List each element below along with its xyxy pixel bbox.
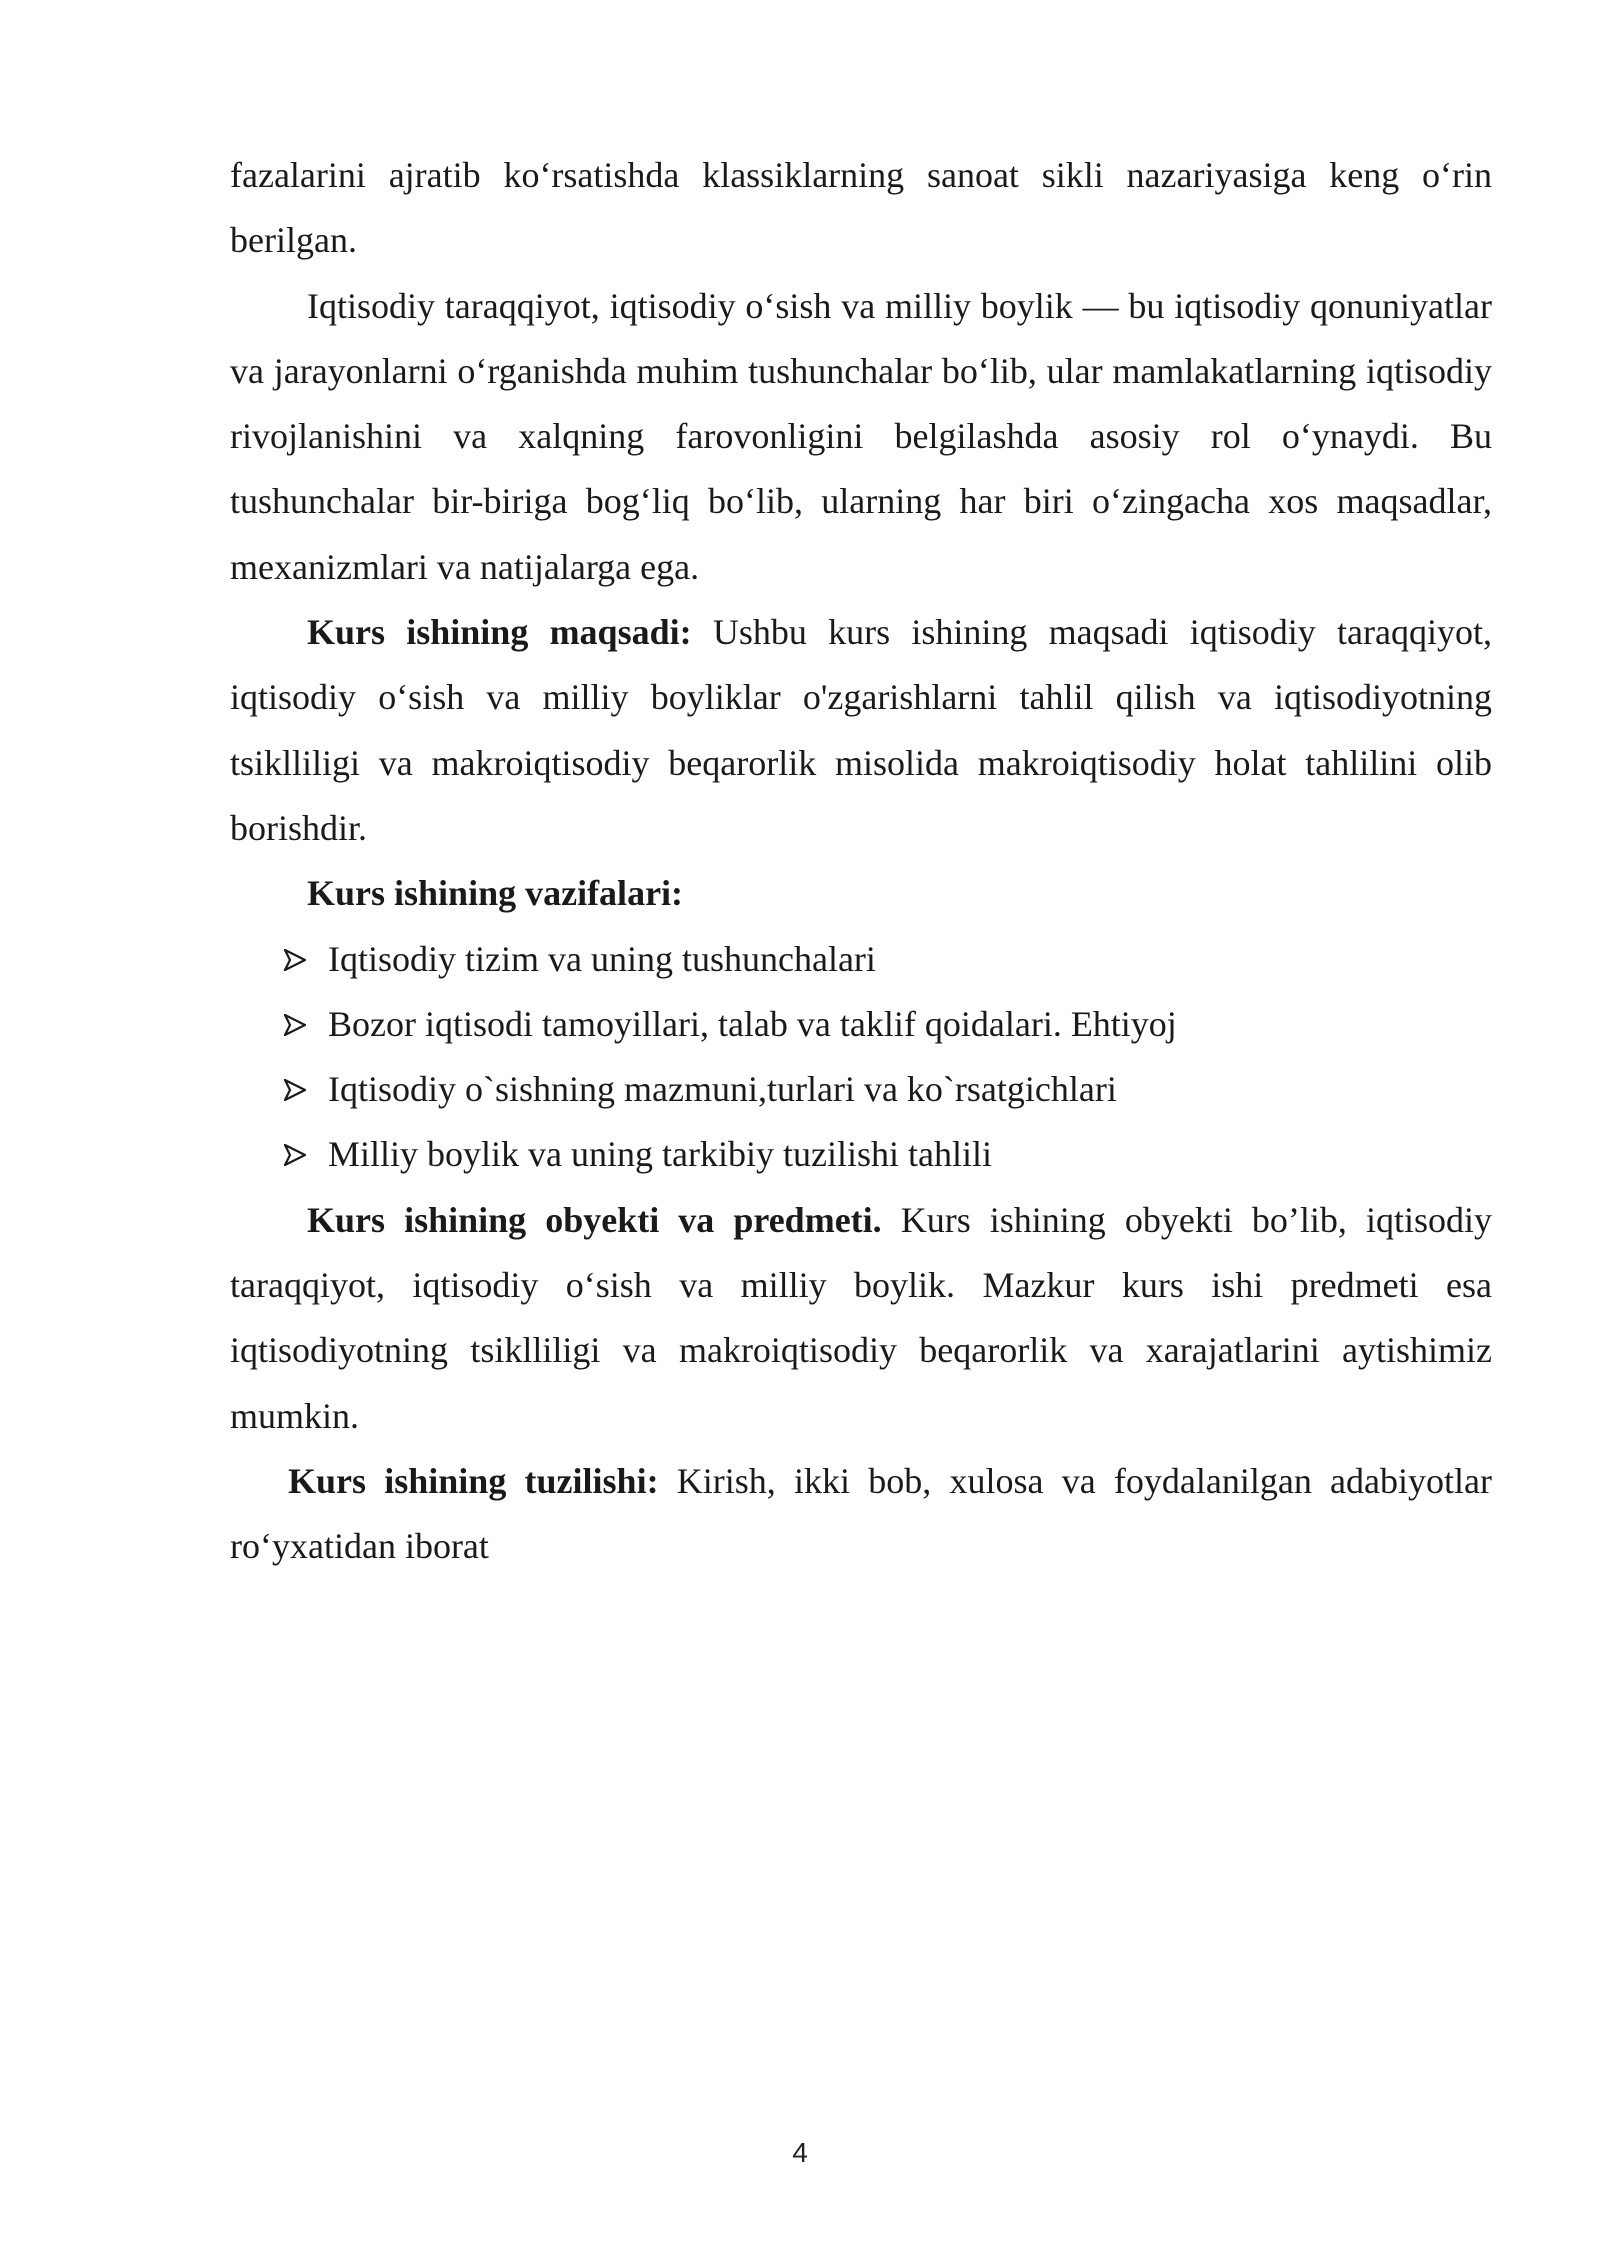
page-number: 4 — [792, 2137, 808, 2168]
paragraph-intro: fazalarini ajratib ko‘rsatishda klassiklarning sanoat sikli nazariyasiga keng o‘rin berilgan. — [230, 155, 1492, 261]
object-text: Kurs ishining obyekti bo’lib, iqtisodiy taraqqiyot, iqtisodiy o‘sish va milliy boylik. Mazkur kurs ishi predmeti esa iqtisodiyotning tsiklliligi va makroiqtisodiy beqarorlik va xarajatlarini aytishimiz mumkin. — [230, 1199, 1492, 1436]
paragraph-object-subject — [230, 1188, 1492, 1449]
task-item-text: Iqtisodiy tizim va uning tushunchalari — [328, 938, 876, 979]
arrowhead-bullet-icon — [282, 992, 312, 1057]
task-item-text: Bozor iqtisodi tamoyillari, talab va taklif qoidalari. Ehtiyoj — [328, 1003, 1177, 1044]
task-item-text: Iqtisodiy o`sishning mazmuni,turlari va ko`rsatgichlari — [328, 1069, 1117, 1110]
paragraph-concepts: Iqtisodiy taraqqiyot, iqtisodiy o‘sish va milliy boylik — bu iqtisodiy qonuniyatlar va jarayonlarni o‘rganishda muhim tushunchalar bo‘lib, ular mamlakatlarning iqtisodiy rivojlanishini va xalqning farovonligini belgilashda asosiy rol o‘ynaydi. Bu tushunchalar bir-biriga bog‘liq bo‘lib, ularning har biri o‘zingacha xos maqsadlar, mexanizmlari va natijalarga ega. — [230, 285, 1492, 587]
paragraph-structure — [230, 1449, 1492, 1580]
list-item — [282, 1122, 1492, 1187]
tasks-heading: Kurs ishining vazifalari: — [307, 873, 684, 914]
arrowhead-bullet-icon — [282, 927, 312, 992]
page-content — [230, 143, 1492, 1580]
goal-label: Kurs ishining maqsadi: — [307, 612, 692, 653]
goal-text: Ushbu kurs ishining maqsadi iqtisodiy taraqqiyot, iqtisodiy o‘sish va milliy boyliklar o'zgarishlarni tahlil qilish va iqtisodiyotning tsiklliligi va makroiqtisodiy beqarorlik misolida makroiqtisodiy holat tahlilini olib borishdir. — [230, 612, 1492, 848]
arrowhead-bullet-icon — [282, 1057, 312, 1122]
arrowhead-bullet-icon — [282, 1122, 312, 1187]
object-label: Kurs ishining obyekti va predmeti. — [307, 1199, 882, 1240]
list-item — [282, 927, 1492, 992]
list-item — [282, 1057, 1492, 1122]
task-item-text: Milliy boylik va uning tarkibiy tuzilishi tahlili — [328, 1134, 992, 1175]
tasks-list — [230, 927, 1492, 1188]
paragraph-goal — [230, 600, 1492, 861]
structure-text: Kirish, ikki bob, xulosa va foydalanilgan adabiyotlar ro‘yxatidan iborat — [230, 1460, 1492, 1567]
list-item — [282, 992, 1492, 1057]
structure-label: Kurs ishining tuzilishi: — [288, 1460, 659, 1501]
